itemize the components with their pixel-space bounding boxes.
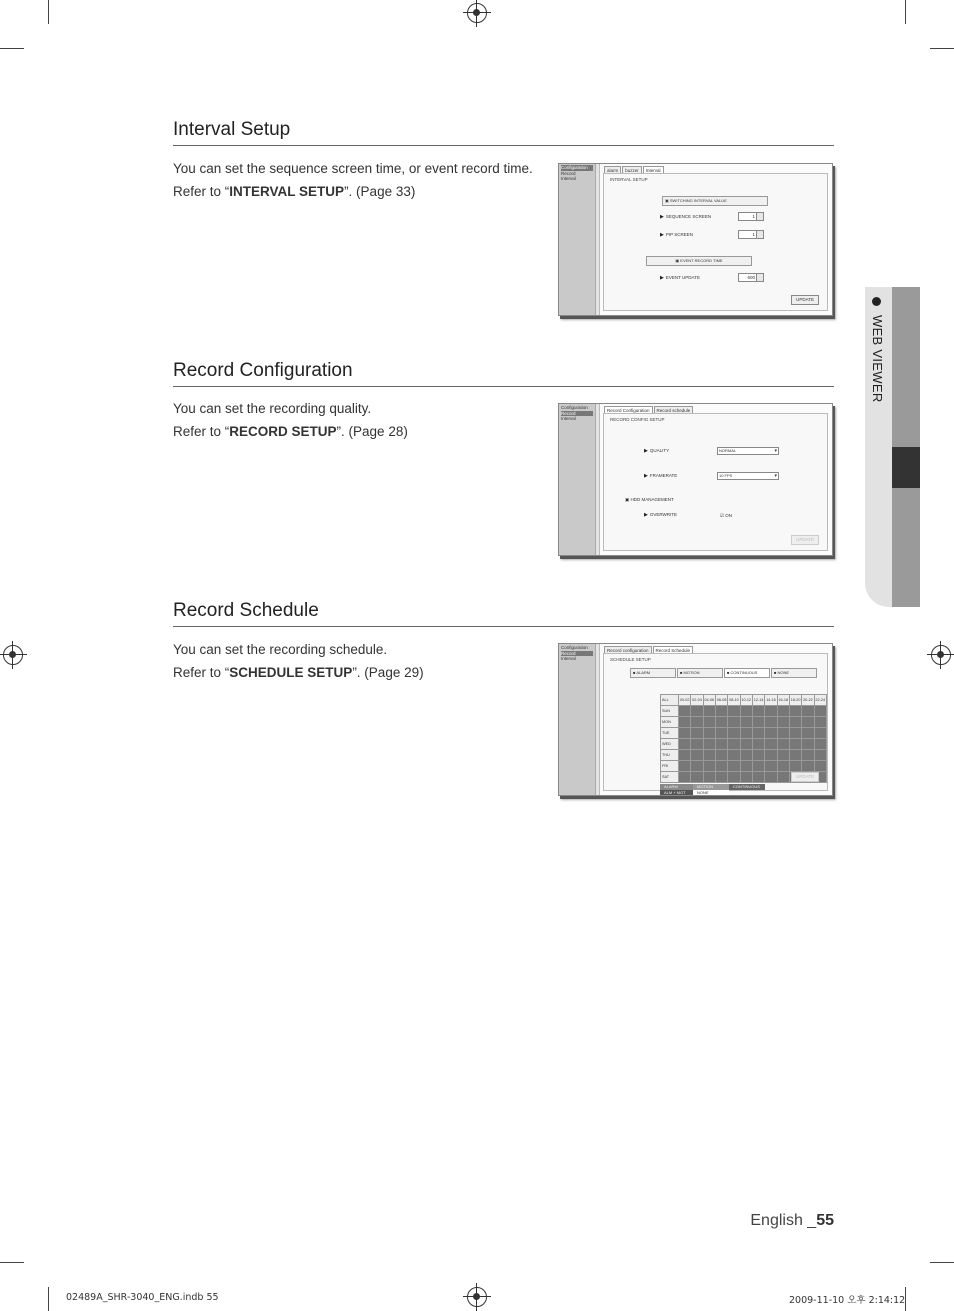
mode-alarm-button[interactable]: ■ ALARM	[630, 668, 676, 678]
grid-hour-header[interactable]: 04-06	[703, 695, 715, 706]
grid-cell[interactable]	[777, 772, 789, 783]
mode-label: CONTINUOUS	[730, 670, 758, 675]
nav-item-record[interactable]: Record	[561, 651, 593, 657]
interval-setup-screenshot	[558, 163, 833, 316]
overwrite-label: OVERWRITE	[649, 512, 678, 517]
grid-all-cell[interactable]: ALL	[661, 695, 679, 706]
grid-cell[interactable]	[703, 761, 715, 772]
chapter-label: WEB VIEWER	[870, 315, 885, 403]
overwrite-value: ON	[725, 513, 733, 518]
grid-cell[interactable]	[715, 750, 727, 761]
grid-hour-header[interactable]: 02-04	[691, 695, 703, 706]
grid-cell[interactable]	[678, 750, 690, 761]
grid-cell[interactable]	[752, 728, 764, 739]
crop-mark	[905, 0, 906, 24]
grid-cell[interactable]	[814, 761, 826, 772]
grid-cell[interactable]	[678, 761, 690, 772]
crop-mark	[930, 1262, 954, 1263]
grid-cell[interactable]	[678, 739, 690, 750]
grid-cell[interactable]	[752, 750, 764, 761]
grid-cell[interactable]	[777, 739, 789, 750]
event-update-spinner[interactable]: 600	[738, 273, 764, 282]
grid-cell[interactable]	[715, 761, 727, 772]
schedule-panel	[603, 653, 828, 795]
tab-record-schedule[interactable]: Record schedule	[654, 406, 694, 414]
grid-hour-header[interactable]: 18-20	[789, 695, 801, 706]
grid-cell[interactable]	[752, 739, 764, 750]
framerate-row	[644, 473, 677, 479]
mode-label: NONE	[777, 670, 790, 675]
pip-screen-label: PIP SCREEN	[665, 232, 694, 237]
grid-cell[interactable]	[789, 728, 801, 739]
registration-mark-icon	[467, 1287, 487, 1307]
square-icon: ▣	[625, 497, 631, 502]
grid-cell[interactable]	[777, 728, 789, 739]
reference-line	[173, 661, 543, 684]
hdd-label: HDD MANAGEMENT	[630, 497, 674, 502]
nav-item-record[interactable]: Record	[561, 170, 576, 176]
grid-cell[interactable]	[703, 739, 715, 750]
arrow-right-icon: ▶	[660, 214, 664, 220]
grid-cell[interactable]	[703, 728, 715, 739]
quality-select[interactable]: NORMAL ▾	[717, 447, 779, 455]
nav-strip	[596, 404, 600, 555]
grid-cell[interactable]	[715, 772, 727, 783]
update-button[interactable]: UPDATE	[791, 772, 819, 782]
update-button[interactable]: UPDATE	[791, 295, 819, 305]
grid-cell[interactable]	[691, 717, 703, 728]
section-divider	[173, 145, 834, 146]
nav-item-interval[interactable]: Interval	[561, 176, 576, 181]
grid-cell[interactable]	[740, 717, 752, 728]
grid-cell[interactable]	[703, 706, 715, 717]
grid-cell[interactable]	[678, 717, 690, 728]
registration-mark-icon	[931, 645, 951, 665]
section-title-interval: Interval Setup	[173, 119, 291, 140]
description-line: You can set the recording schedule.	[173, 642, 388, 657]
footer-file: 02489A_SHR-3040_ENG.indb 55	[66, 1292, 219, 1303]
arrow-right-icon: ▶	[644, 448, 648, 454]
grid-cell[interactable]	[740, 750, 752, 761]
refer-suffix: ”. (Page 33)	[344, 184, 416, 199]
legend-motion: MOTION	[693, 784, 729, 790]
arrow-right-icon: ▶	[660, 275, 664, 281]
record-config-panel	[603, 413, 828, 551]
refer-suffix: ”. (Page 29)	[352, 665, 424, 680]
grid-cell[interactable]	[752, 761, 764, 772]
crop-mark	[930, 48, 954, 49]
grid-cell[interactable]	[777, 750, 789, 761]
grid-cell[interactable]	[728, 717, 740, 728]
grid-cell[interactable]	[691, 739, 703, 750]
grid-hour-header[interactable]: 00-02	[678, 695, 690, 706]
grid-cell[interactable]	[691, 728, 703, 739]
mode-label: MOTION	[683, 670, 700, 675]
grid-hour-header[interactable]: 08-10	[728, 695, 740, 706]
grid-hour-header[interactable]: 06-08	[715, 695, 727, 706]
grid-cell[interactable]	[678, 728, 690, 739]
nav-strip	[596, 644, 600, 795]
mode-none-button[interactable]: ■ NONE	[771, 668, 817, 678]
grid-cell[interactable]	[740, 728, 752, 739]
grid-cell[interactable]	[678, 772, 690, 783]
schedule-grid[interactable]	[660, 694, 827, 783]
grid-cell[interactable]	[728, 739, 740, 750]
grid-day-row	[661, 717, 827, 728]
bullet-icon	[872, 297, 881, 306]
group-label: SWITCHING INTERVAL VALUE	[669, 198, 727, 203]
grid-cell[interactable]	[752, 772, 764, 783]
grid-cell[interactable]	[765, 750, 777, 761]
arrow-right-icon: ▶	[660, 232, 664, 238]
reference-line	[173, 420, 543, 443]
registration-mark-icon	[467, 3, 487, 23]
grid-cell[interactable]	[678, 706, 690, 717]
grid-cell[interactable]	[728, 761, 740, 772]
registration-mark-icon	[3, 645, 23, 665]
grid-cell[interactable]	[740, 706, 752, 717]
grid-cell[interactable]	[728, 772, 740, 783]
pip-screen-spinner[interactable]: 1	[738, 230, 764, 239]
overwrite-checkbox[interactable]	[720, 513, 732, 519]
grid-cell[interactable]	[752, 706, 764, 717]
grid-cell[interactable]	[691, 750, 703, 761]
grid-cell[interactable]	[777, 706, 789, 717]
record-schedule-screenshot	[558, 643, 833, 796]
grid-day-row	[661, 706, 827, 717]
refer-suffix: ”. (Page 28)	[336, 424, 408, 439]
grid-hour-header[interactable]: 12-14	[752, 695, 764, 706]
section-title-record-schedule: Record Schedule	[173, 600, 319, 621]
mode-label: ALARM	[636, 670, 651, 675]
grid-cell[interactable]	[765, 761, 777, 772]
chapter-side-tab	[865, 287, 920, 607]
legend-alarm: ALARM	[660, 784, 693, 790]
crop-mark	[48, 1287, 49, 1311]
grid-cell[interactable]	[814, 706, 826, 717]
grid-cell[interactable]	[752, 717, 764, 728]
grid-cell[interactable]	[814, 728, 826, 739]
grid-cell[interactable]	[814, 717, 826, 728]
mode-continuous-button[interactable]: ■ CONTINUOUS	[724, 668, 770, 678]
grid-cell[interactable]	[765, 772, 777, 783]
tab-record-schedule[interactable]: Record Schedule	[653, 646, 694, 654]
grid-hour-header[interactable]: 16-18	[777, 695, 789, 706]
grid-cell[interactable]	[777, 761, 789, 772]
legend-row	[660, 790, 765, 796]
grid-hour-header[interactable]: 20-22	[802, 695, 814, 706]
panel-title: SCHEDULE SETUP	[610, 657, 651, 662]
page-prefix: English _	[750, 1212, 817, 1229]
grid-cell[interactable]	[789, 750, 801, 761]
grid-cell[interactable]	[789, 761, 801, 772]
event-update-label: EVENT UPDATE	[665, 275, 700, 280]
grid-cell[interactable]	[740, 761, 752, 772]
panel-title: RECORD CONFIG SETUP	[610, 417, 665, 422]
page-number-value: 55	[816, 1212, 834, 1229]
grid-cell[interactable]	[715, 717, 727, 728]
pip-screen-row	[660, 232, 693, 238]
section-title-record-config: Record Configuration	[173, 360, 353, 381]
mode-motion-button[interactable]: ■ MOTION	[677, 668, 723, 678]
side-tab-marker	[892, 447, 920, 488]
grid-cell[interactable]	[728, 750, 740, 761]
refer-target: RECORD SETUP	[229, 424, 337, 439]
checkbox-icon: ☑	[720, 513, 726, 518]
sequence-screen-label: SEQUENCE SCREEN	[665, 214, 712, 219]
arrow-right-icon: ▶	[644, 512, 648, 518]
crop-mark	[0, 1262, 24, 1263]
grid-cell[interactable]	[703, 717, 715, 728]
grid-cell[interactable]	[789, 717, 801, 728]
quality-row	[644, 448, 669, 454]
grid-cell[interactable]	[789, 706, 801, 717]
grid-cell[interactable]	[740, 739, 752, 750]
arrow-right-icon: ▶	[644, 473, 648, 479]
nav-item-configuration[interactable]: Configuration	[561, 645, 588, 650]
grid-cell[interactable]	[715, 706, 727, 717]
grid-cell[interactable]	[728, 728, 740, 739]
grid-cell[interactable]	[814, 750, 826, 761]
footer-timestamp: 2009-11-10 오후 2:14:12	[789, 1295, 906, 1306]
grid-cell[interactable]	[802, 706, 814, 717]
grid-cell[interactable]	[802, 750, 814, 761]
grid-cell[interactable]	[802, 728, 814, 739]
grid-day-label[interactable]: SUN	[661, 706, 679, 717]
grid-cell[interactable]	[728, 706, 740, 717]
grid-day-label[interactable]: TUE	[661, 728, 679, 739]
group-label: EVENT RECORD TIME	[680, 258, 723, 263]
nav-strip	[596, 164, 600, 315]
grid-cell[interactable]	[765, 728, 777, 739]
grid-cell[interactable]	[802, 739, 814, 750]
overwrite-row	[644, 512, 677, 518]
side-nav	[559, 404, 596, 555]
hdd-management-heading	[625, 497, 674, 503]
grid-cell[interactable]	[715, 739, 727, 750]
crop-mark	[48, 0, 49, 24]
refer-target: INTERVAL SETUP	[229, 184, 345, 199]
crop-mark	[0, 48, 24, 49]
section-divider	[173, 626, 834, 627]
grid-cell[interactable]	[691, 706, 703, 717]
switching-interval-group: ▣ SWITCHING INTERVAL VALUE	[662, 196, 768, 206]
sequence-screen-row	[660, 214, 711, 220]
grid-cell[interactable]	[789, 739, 801, 750]
grid-hour-header[interactable]: 10-12	[740, 695, 752, 706]
nav-item-configuration[interactable]: Configuration	[561, 405, 588, 410]
grid-day-row	[661, 750, 827, 761]
grid-day-row	[661, 728, 827, 739]
legend-alm-mot: ALM + MOT	[660, 790, 693, 796]
refer-prefix: Refer to “	[173, 184, 230, 199]
grid-cell[interactable]	[777, 717, 789, 728]
grid-cell[interactable]	[765, 739, 777, 750]
grid-day-label[interactable]: FRI	[661, 761, 679, 772]
update-button[interactable]: UPDATE	[791, 535, 819, 545]
grid-day-label[interactable]: THU	[661, 750, 679, 761]
tab-alarm[interactable]: alarm	[604, 166, 621, 174]
record-config-screenshot	[558, 403, 833, 556]
framerate-label: FRAMERATE	[649, 473, 678, 478]
grid-cell[interactable]	[691, 761, 703, 772]
interval-panel	[603, 173, 828, 311]
nav-item-configuration[interactable]: Configuration	[561, 165, 593, 171]
framerate-select[interactable]: 10 FPS ▾	[717, 472, 779, 480]
grid-day-row	[661, 739, 827, 750]
schedule-legend	[660, 784, 765, 796]
section-divider	[173, 386, 834, 387]
grid-cell[interactable]	[715, 728, 727, 739]
nav-item-interval[interactable]: Interval	[561, 656, 576, 661]
nav-item-record[interactable]: Record	[561, 411, 593, 417]
grid-hour-header[interactable]: 14-16	[765, 695, 777, 706]
legend-continuous: CONTINUOUS	[729, 784, 765, 790]
legend-none: NONE	[693, 790, 729, 796]
refer-target: SCHEDULE SETUP	[229, 665, 353, 680]
tab-record-configuration[interactable]: Record Configuration	[604, 406, 653, 414]
section-description	[173, 638, 543, 684]
grid-cell[interactable]	[703, 772, 715, 783]
reference-line	[173, 180, 543, 203]
quality-label: QUALITY	[649, 448, 670, 453]
tab-record-configuration[interactable]: Record configuration	[604, 646, 652, 654]
grid-cell[interactable]	[691, 772, 703, 783]
grid-cell[interactable]	[814, 739, 826, 750]
side-nav	[559, 644, 596, 795]
refer-prefix: Refer to “	[173, 665, 230, 680]
section-description	[173, 157, 543, 203]
grid-cell[interactable]	[703, 750, 715, 761]
section-description	[173, 397, 543, 443]
tab-buzzer[interactable]: buzzer	[622, 166, 642, 174]
sequence-screen-spinner[interactable]: 1	[738, 212, 764, 221]
description-line: You can set the recording quality.	[173, 401, 372, 416]
side-nav	[559, 164, 596, 315]
grid-cell[interactable]	[802, 717, 814, 728]
description-line: You can set the sequence screen time, or event record time.	[173, 161, 533, 176]
event-record-time-group: ▣ EVENT RECORD TIME	[646, 256, 752, 266]
grid-cell[interactable]	[765, 706, 777, 717]
event-update-row	[660, 275, 700, 281]
tab-interval[interactable]: Interval	[643, 166, 664, 174]
refer-prefix: Refer to “	[173, 424, 230, 439]
grid-day-label[interactable]: MON	[661, 717, 679, 728]
grid-cell[interactable]	[802, 761, 814, 772]
grid-day-label[interactable]: SAT	[661, 772, 679, 783]
grid-header-row	[661, 695, 827, 706]
grid-day-row	[661, 761, 827, 772]
page-number	[750, 1212, 834, 1230]
grid-day-label[interactable]: WED	[661, 739, 679, 750]
grid-cell[interactable]	[740, 772, 752, 783]
grid-hour-header[interactable]: 22-24	[814, 695, 826, 706]
grid-cell[interactable]	[765, 717, 777, 728]
nav-item-interval[interactable]: Interval	[561, 416, 576, 421]
panel-title: INTERVAL SETUP	[610, 177, 648, 182]
